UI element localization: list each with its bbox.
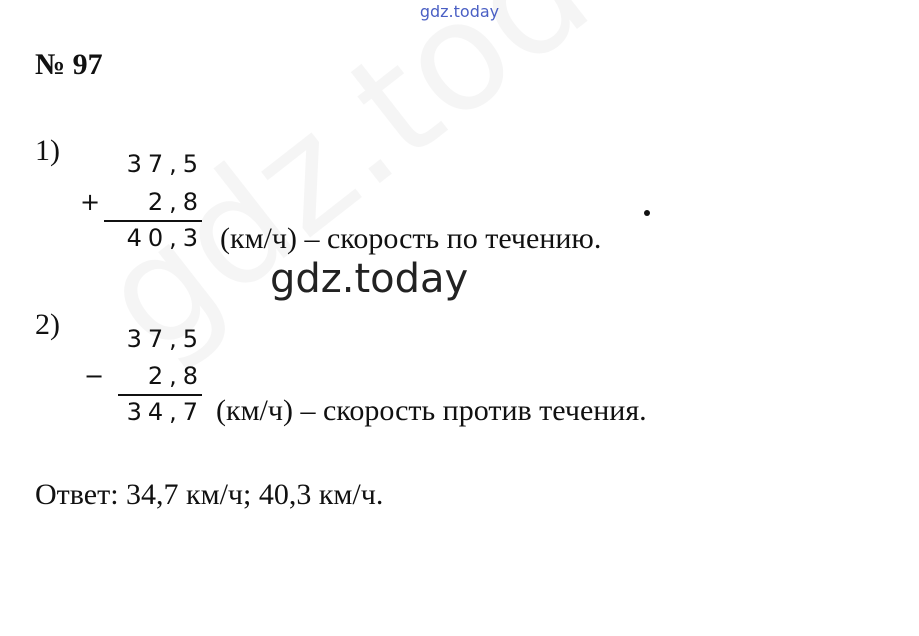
step-2-difference-line (118, 394, 202, 396)
step-1-label: 1) (35, 134, 60, 167)
step-1-operand-2: 2,8 (147, 188, 204, 216)
step-2-result: 34,7 (126, 398, 204, 426)
answer-line: Ответ: 34,7 км/ч; 40,3 км/ч. (35, 478, 384, 511)
step-1-result: 40,3 (126, 224, 204, 252)
problem-number: № 97 (35, 48, 103, 81)
step-2-result-text: (км/ч) – скорость против течения. (216, 394, 647, 427)
step-2-operand-2: 2,8 (147, 362, 204, 390)
step-2-label: 2) (35, 308, 60, 341)
step-2-operand-1: 37,5 (126, 325, 204, 353)
step-1-operator: + (80, 188, 101, 216)
step-1-operand-1: 37,5 (126, 150, 204, 178)
step-1-result-text: (км/ч) – скорость по течению. (220, 222, 602, 255)
step-1-sum-line (104, 220, 202, 222)
step-2-operator: − (84, 362, 105, 390)
stray-dot (644, 210, 650, 216)
site-watermark: gdz.today (419, 2, 500, 21)
gdz-watermark: gdz.today (270, 256, 469, 302)
